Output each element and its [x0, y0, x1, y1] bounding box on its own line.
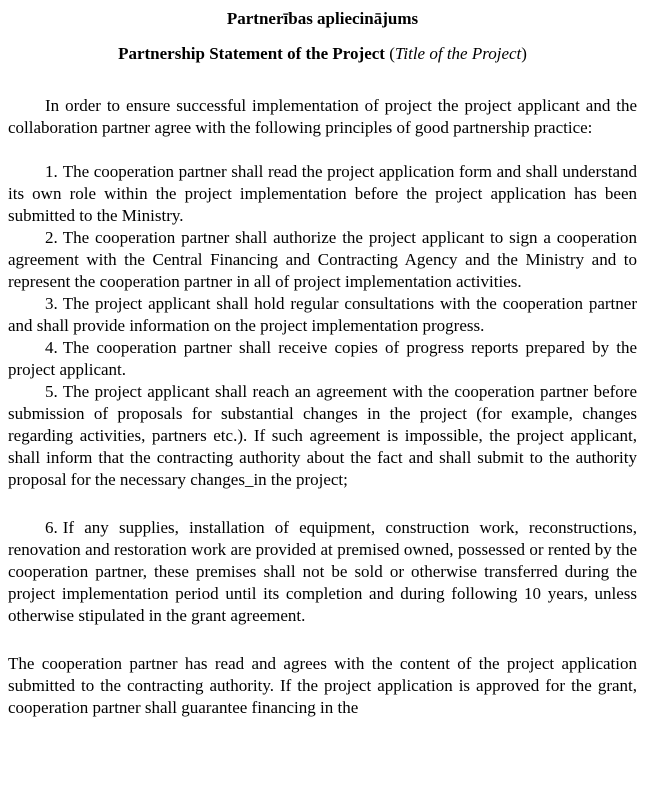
numbered-item-1: [8, 161, 637, 227]
document-subtitle: [8, 43, 637, 65]
item-text: The cooperation partner shall authorize the project applicant to sign a cooperation agreement with the Central Financing and Contracting Agency and the Ministry and to represent the cooperation partner in all of project implementation activities.: [8, 228, 637, 291]
subtitle-paren-open: (: [384, 44, 395, 63]
numbered-item-5: [8, 381, 637, 491]
numbered-item-6: [8, 517, 637, 627]
item-text: The cooperation partner shall receive copies of progress reports prepared by the project applicant.: [8, 338, 637, 379]
item-number: 6.: [45, 518, 58, 537]
item-number: 2.: [45, 228, 58, 247]
item-number: 4.: [45, 338, 58, 357]
item-text: The project applicant shall hold regular consultations with the cooperation partner and shall provide information on the project implementation progress.: [8, 294, 637, 335]
closing-paragraph: The cooperation partner has read and agrees with the content of the project application submitted to the contracting authority. If the project application is approved for the grant, cooperation partner shall guarantee financing in the: [8, 654, 637, 717]
subtitle-italic-part: Title of the Project: [394, 44, 522, 63]
numbered-item-2: [8, 227, 637, 293]
item-text: The cooperation partner shall read the project application form and shall understand its own role within the project implementation before the project application has been submitted to the Ministry.: [8, 162, 637, 225]
subtitle-main: Partnership Statement of the Project: [118, 44, 385, 63]
item-number: 3.: [45, 294, 58, 313]
item-number: 1.: [45, 162, 58, 181]
subtitle-paren-close: ): [521, 44, 527, 63]
document-title: Partnerības apliecinājums: [226, 9, 419, 28]
intro-paragraph: In order to ensure successful implementation of project the project applicant and the collaboration partner agree with the following principles of good partnership practice:: [8, 96, 637, 137]
item-text: If any supplies, installation of equipment, construction work, reconstructions, renovation and restoration work are provided at premised owned, possessed or rented by the cooperation partner, these premises shall not be sold or otherwise transferred during the project implementation period until its completion and during following 10 years, unless otherwise stipulated in the grant agreement.: [8, 518, 637, 625]
item-text: The project applicant shall reach an agreement with the cooperation partner before submission of proposals for substantial changes in the project (for example, changes regarding activities, partners etc.). If such agreement is impossible, the project applicant, shall inform that the contracting authority about the fact and shall submit to the authority proposal for the necessary changes_in the project;: [8, 382, 637, 489]
numbered-item-4: [8, 337, 637, 381]
numbered-item-3: [8, 293, 637, 337]
item-number: 5.: [45, 382, 58, 401]
